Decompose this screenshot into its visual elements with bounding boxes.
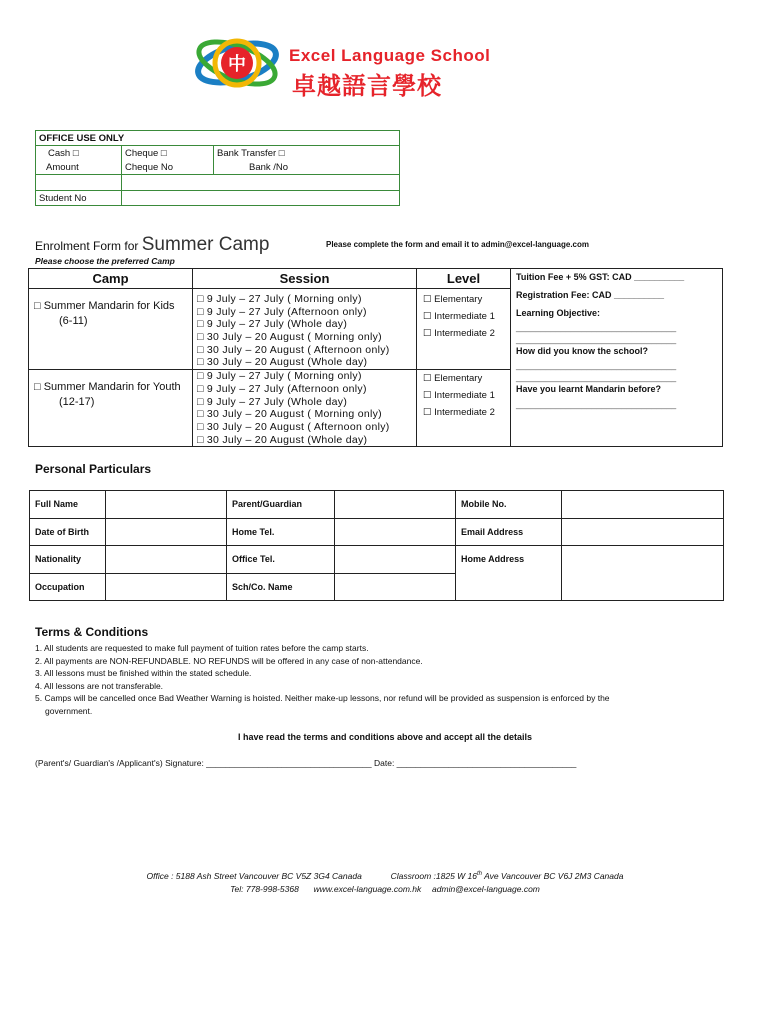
home-address-label: Home Address — [456, 546, 562, 601]
student-no-field[interactable] — [122, 191, 400, 206]
learning-objective-label: Learning Objective: — [516, 308, 601, 318]
levels-kids — [417, 289, 511, 370]
term-item: 4. All lessons are not transferable. — [35, 680, 164, 691]
camp-kids-age: (6-11) — [59, 315, 88, 327]
footer-email-link[interactable]: admin@excel-language.com — [432, 884, 540, 894]
camp-kids-checkbox[interactable]: □ Summer Mandarin for Kids — [34, 300, 175, 312]
cash-checkbox[interactable]: Cash □ — [36, 146, 122, 161]
parent-guardian-label: Parent/Guardian — [227, 491, 335, 519]
school-name-zh: 卓越語言學校 — [292, 72, 442, 100]
office-tel-label: Office Tel. — [227, 546, 335, 574]
office-address: Office : 5188 Ash Street Vancouver BC V5Z 3G4 Canada — [146, 871, 362, 881]
dob-label: Date of Birth — [30, 518, 106, 546]
header-session: Session — [193, 269, 417, 289]
session-option[interactable]: □ 30 July – 20 August (Whole day) — [197, 433, 368, 446]
footer-website-link[interactable]: www.excel-language.com.hk — [313, 884, 422, 894]
term-item: 3. All lessons must be finished within the stated schedule. — [35, 668, 252, 679]
home-tel-label: Home Tel. — [227, 518, 335, 546]
header-camp: Camp — [29, 269, 193, 289]
session-option[interactable]: □ 30 July – 20 August ( Afternoon only) — [197, 420, 390, 433]
level-option[interactable]: ☐ Intermediate 2 — [423, 328, 495, 339]
session-option[interactable]: □ 30 July – 20 August (Whole day) — [197, 356, 368, 369]
school-company-label: Sch/Co. Name — [227, 573, 335, 601]
office-use-table — [35, 130, 400, 206]
nationality-field[interactable] — [106, 546, 227, 574]
cheque-checkbox[interactable]: Cheque □ — [122, 146, 214, 161]
session-option[interactable]: □ 30 July – 20 August ( Afternoon only) — [197, 343, 390, 356]
session-option[interactable]: □ 9 July – 27 July (Afternoon only) — [197, 305, 367, 318]
cheque-no-label: Cheque No — [122, 160, 214, 175]
nationality-label: Nationality — [30, 546, 106, 574]
form-title — [35, 234, 269, 256]
session-option[interactable]: □ 30 July – 20 August ( Morning only) — [197, 408, 382, 421]
form-instruction: Please complete the form and email it to admin@excel-language.com — [326, 240, 589, 249]
term-item: 2. All payments are NON-REFUNDABLE. NO REFUNDS will be offered in any case of non-attendance. — [35, 655, 423, 666]
full-name-label: Full Name — [30, 491, 106, 519]
choose-camp-label: Please choose the preferred Camp — [35, 256, 175, 266]
amount-label: Amount — [36, 160, 122, 175]
email-label: Email Address — [456, 518, 562, 546]
how-know-label: How did you know the school? — [516, 346, 648, 356]
agreement-statement: I have read the terms and conditions above and accept all the details — [237, 732, 533, 742]
session-option[interactable]: □ 9 July – 27 July ( Morning only) — [197, 293, 362, 305]
home-address-field[interactable] — [562, 546, 724, 601]
occupation-field[interactable] — [106, 573, 227, 601]
session-option[interactable]: □ 9 July – 27 July (Afternoon only) — [197, 382, 367, 395]
registration-fee[interactable]: Registration Fee: CAD __________ — [516, 290, 665, 300]
footer-addresses — [0, 871, 770, 881]
office-title: OFFICE USE ONLY — [36, 131, 400, 146]
how-know-line-1[interactable]: ________________________________ — [516, 360, 677, 370]
bank-transfer-checkbox[interactable]: Bank Transfer □ — [214, 146, 400, 161]
student-no-label: Student No — [36, 191, 122, 206]
terms-list — [35, 642, 610, 718]
school-name-en: Excel Language School — [289, 46, 491, 65]
terms-title: Terms & Conditions — [35, 625, 149, 639]
sessions-kids — [193, 289, 417, 370]
tuition-fee[interactable]: Tuition Fee + 5% GST: CAD __________ — [516, 272, 685, 282]
cheque-bank-field[interactable] — [122, 175, 400, 191]
levels-youth — [417, 370, 511, 447]
level-option[interactable]: ☐ Intermediate 1 — [423, 311, 495, 322]
form-title-prefix: Enrolment Form for — [35, 239, 139, 253]
term-item: 1. All students are requested to make full payment of tuition rates before the camp starts. — [35, 643, 369, 653]
email-field[interactable] — [562, 518, 724, 546]
camp-youth-age: (12-17) — [59, 396, 95, 409]
school-logo-icon — [192, 32, 282, 94]
session-option[interactable]: □ 9 July – 27 July (Whole day) — [197, 395, 348, 408]
office-tel-field[interactable] — [335, 546, 456, 574]
signature-line[interactable]: (Parent's/ Guardian's /Applicant's) Signature: ___________________________________ Date: ______________________________________ — [35, 758, 577, 768]
classroom-address: Classroom :1825 W 16th Ave Vancouver BC V6J 2M3 Canada — [390, 871, 624, 881]
logo-character: 中 — [228, 54, 246, 75]
form-title-main: Summer Camp — [141, 234, 270, 255]
level-option[interactable]: ☐ Intermediate 1 — [423, 390, 495, 402]
learnt-mandarin-line[interactable]: ________________________________ — [516, 399, 677, 409]
camp-table — [28, 268, 723, 447]
level-option[interactable]: ☐ Intermediate 2 — [423, 407, 495, 419]
camp-youth-cell — [29, 370, 193, 447]
session-option[interactable]: □ 30 July – 20 August ( Morning only) — [197, 331, 382, 344]
learnt-mandarin-label: Have you learnt Mandarin before? — [516, 384, 662, 394]
term-item: government. — [45, 705, 93, 716]
objective-line-2[interactable]: ________________________________ — [516, 334, 677, 344]
fee-info-panel — [511, 269, 723, 447]
how-know-line-2[interactable]: ________________________________ — [516, 372, 677, 382]
home-tel-field[interactable] — [335, 518, 456, 546]
sessions-youth — [193, 370, 417, 447]
session-option[interactable]: □ 9 July – 27 July (Whole day) — [197, 318, 348, 331]
bank-no-label: Bank /No — [214, 160, 400, 175]
session-option[interactable]: □ 9 July – 27 July ( Morning only) — [197, 370, 362, 383]
footer-tel: Tel: 778-998-5368 — [230, 884, 299, 894]
full-name-field[interactable] — [106, 491, 227, 519]
term-item: 5. Camps will be cancelled once Bad Weather Warning is hoisted. Neither make-up lessons, nor refund will be provided as suspension is enforced by the — [35, 693, 610, 704]
camp-youth-checkbox[interactable]: □ Summer Mandarin for Youth — [34, 381, 181, 394]
level-option[interactable]: ☐ Elementary — [423, 294, 483, 305]
level-option[interactable]: ☐ Elementary — [423, 373, 483, 385]
camp-kids-cell — [29, 289, 193, 370]
mobile-field[interactable] — [562, 491, 724, 519]
mobile-label: Mobile No. — [456, 491, 562, 519]
personal-table — [29, 490, 724, 601]
dob-field[interactable] — [106, 518, 227, 546]
header-level: Level — [417, 269, 511, 289]
footer-contact — [0, 884, 770, 894]
amount-field[interactable] — [36, 175, 122, 191]
school-company-field[interactable] — [335, 573, 456, 601]
parent-guardian-field[interactable] — [335, 491, 456, 519]
objective-line-1[interactable]: ________________________________ — [516, 322, 677, 332]
personal-particulars-title: Personal Particulars — [35, 462, 152, 476]
occupation-label: Occupation — [30, 573, 106, 601]
